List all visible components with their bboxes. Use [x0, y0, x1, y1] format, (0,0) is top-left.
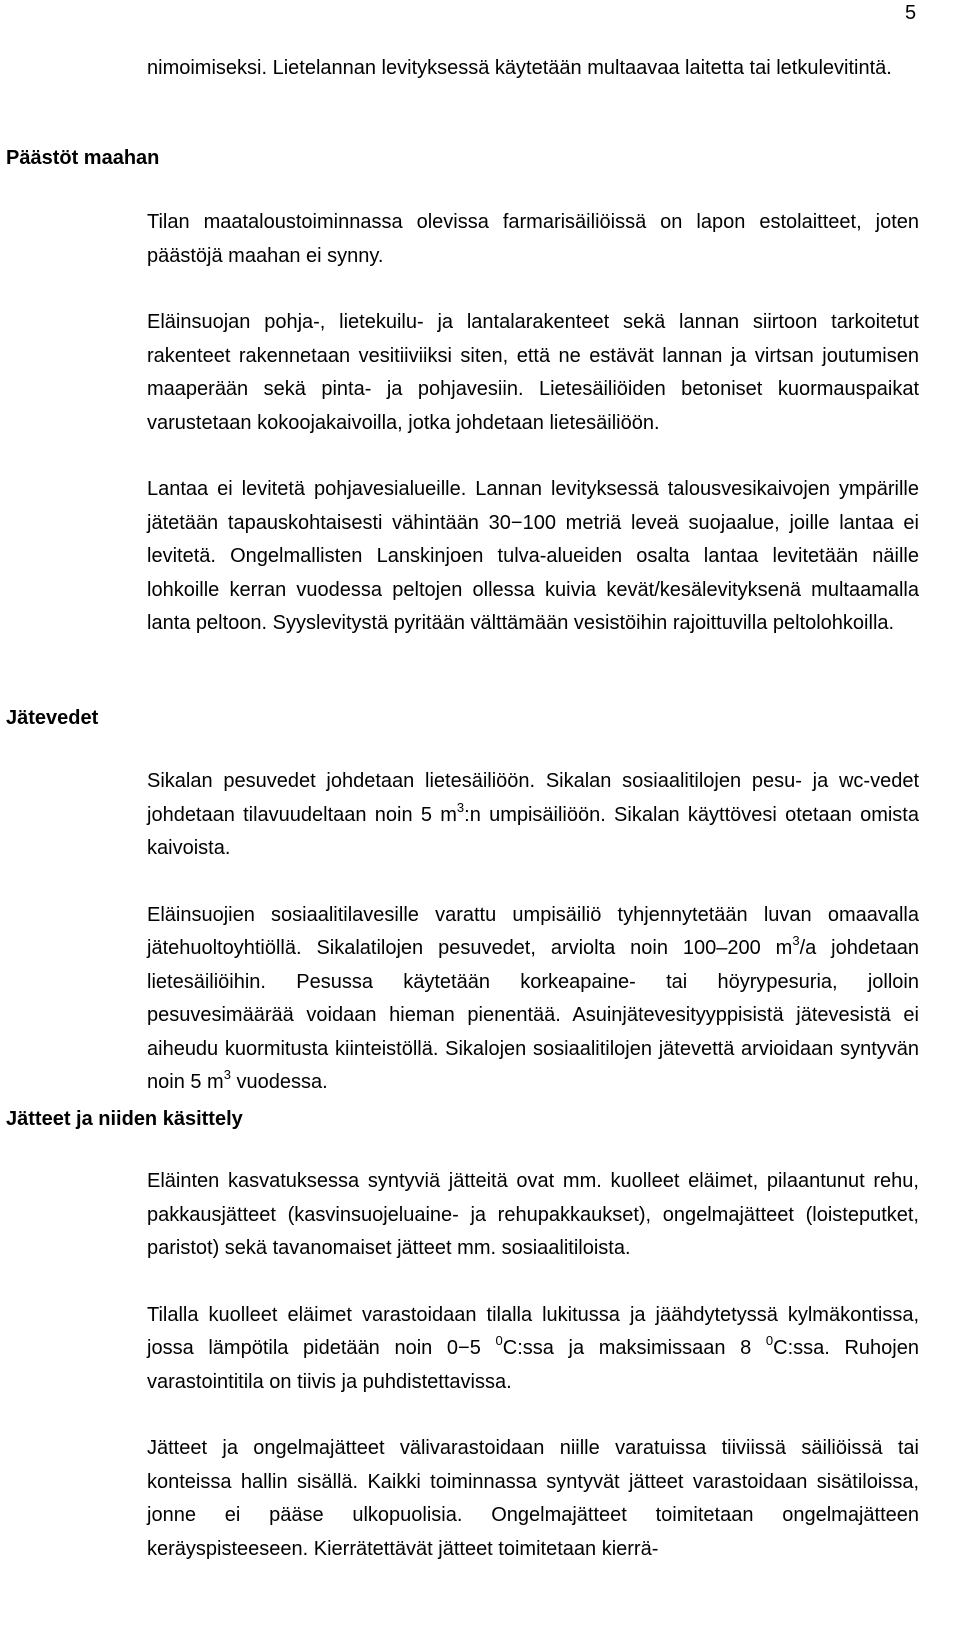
page-number: 5: [905, 2, 917, 24]
text-run: C:ssa. Ruhojen varastointitila on tiivis ja puhdistettavissa.: [147, 1337, 919, 1393]
section-jatevedet: [147, 765, 919, 1100]
heading-jatevedet: Jätevedet: [6, 707, 99, 729]
continued-paragraph-block: [147, 52, 919, 86]
text-run: C:ssa ja maksimissaan 8: [502, 1337, 766, 1359]
paragraph-jatteiden-varastointi: Jätteet ja ongelmajätteet välivarastoidaan niille varatuissa tiiviissä säiliöissä tai konteissa hallin sisällä. Kaikki toiminnassa syntyvät jätteet varastoidaan sisätiloissa, jonne ei pääse ulkopuolisia. Ongelmajätteet toimitetaan ongelmajätteen keräyspisteeseen. Kierrätettävät jätteet toimitetaan kierrä-: [147, 1437, 919, 1560]
text-run: Eläinsuojien sosiaalitilavesille varattu umpisäiliö tyhjennytetään luvan omaavalla jätehuoltoyhtiöllä. Sikalatilojen pesuvedet, arviolta noin 100–200 m: [147, 903, 919, 959]
paragraph-elainsuojan-rakenteet: Eläinsuojan pohja-, lietekuilu- ja lantalarakenteet sekä lannan siirtoon tarkoitetut rakenteet rakennetaan vesitiiviiksi siten, että ne estävät lannan ja virtsan joutumisen maaperään sekä pinta- ja pohjavesiin. Lietesäiliöiden betoniset kuormauspaikat varustetaan kokoojakaivoilla, jotka johdetaan lietesäiliöön.: [147, 311, 919, 434]
paragraph-sosiaalitilavedet: [147, 899, 919, 1100]
paragraph-kuolleet-elaimet: [147, 1299, 919, 1400]
text-run: Tilalla kuolleet eläimet varastoidaan tilalla lukitussa ja jäähdytetyssä kylmäkontissa, jossa lämpötila pidetään noin 0−5: [147, 1303, 919, 1359]
paragraph-lannan-levitys: Lantaa ei levitetä pohjavesialueille. Lannan levityksessä talousvesikaivojen ympärille jätetään tapauskohtaisesti vähintään 30−100 metriä leveä suojaalue, joille lantaa ei levitetä. Ongelmallisten Lanskinjoen tulva-alueiden osalta lantaa levitetään näille lohkoille kerran vuodessa peltojen ollessa kuivia kevät/kesälevityksenä multaamalla lanta peltoon. Syyslevitystä pyritään välttämään vesistöihin rajoittuvilla peltolohkoilla.: [147, 478, 919, 634]
paragraph-lietelanta: nimoimiseksi. Lietelannan levityksessä käytetään multaavaa laitetta tai letkulevitintä.: [147, 57, 892, 79]
heading-paastot-maahan: Päästöt maahan: [6, 147, 160, 169]
text-run: vuodessa.: [230, 1071, 328, 1093]
paragraph-elainten-jatteet: Eläinten kasvatuksessa syntyviä jätteitä ovat mm. kuolleet eläimet, pilaantunut rehu, pakkausjätteet (kasvinsuojeluaine- ja rehupakkaukset), ongelmajätteet (loisteputket, paristot) sekä tavanomaiset jätteet mm. sosiaalitiloista.: [147, 1170, 919, 1259]
superscript: 0: [495, 1333, 503, 1348]
superscript: 3: [456, 799, 465, 815]
superscript: 0: [765, 1333, 774, 1348]
text-run: Sikalan pesuvedet johdetaan lietesäiliöön. Sikalan sosiaalitilojen pesu- ja wc-vedet johdetaan tilavuudeltaan noin 5 m: [147, 770, 919, 826]
text-run: /a johdetaan lietesäiliöihin. Pesussa käytetään korkeapaine- tai höyrypesuria, jolloin pesuvesimäärää voidaan hieman pienentää. Asuinjätevesityyppisistä jätevesistä ei aiheudu kuormitusta kiinteistöllä. Sikalojen sosiaalitilojen jätevettä arvioidaan syntyvän noin 5 m: [147, 937, 919, 1093]
superscript: 3: [792, 933, 800, 948]
heading-jatteet: Jätteet ja niiden käsittely: [6, 1108, 243, 1130]
section-paastot-maahan: [147, 206, 919, 641]
superscript: 3: [223, 1067, 231, 1082]
paragraph-lapon-estolaitteet: Tilan maataloustoiminnassa olevissa farmarisäiliöissä on lapon estolaitteet, joten päästöjä maahan ei synny.: [147, 211, 919, 267]
paragraph-sikalan-pesuvedet: [147, 765, 919, 866]
text-run: :n umpisäiliöön. Sikalan käyttövesi otetaan omista kaivoista.: [147, 803, 919, 859]
section-jatteet: [147, 1165, 919, 1566]
